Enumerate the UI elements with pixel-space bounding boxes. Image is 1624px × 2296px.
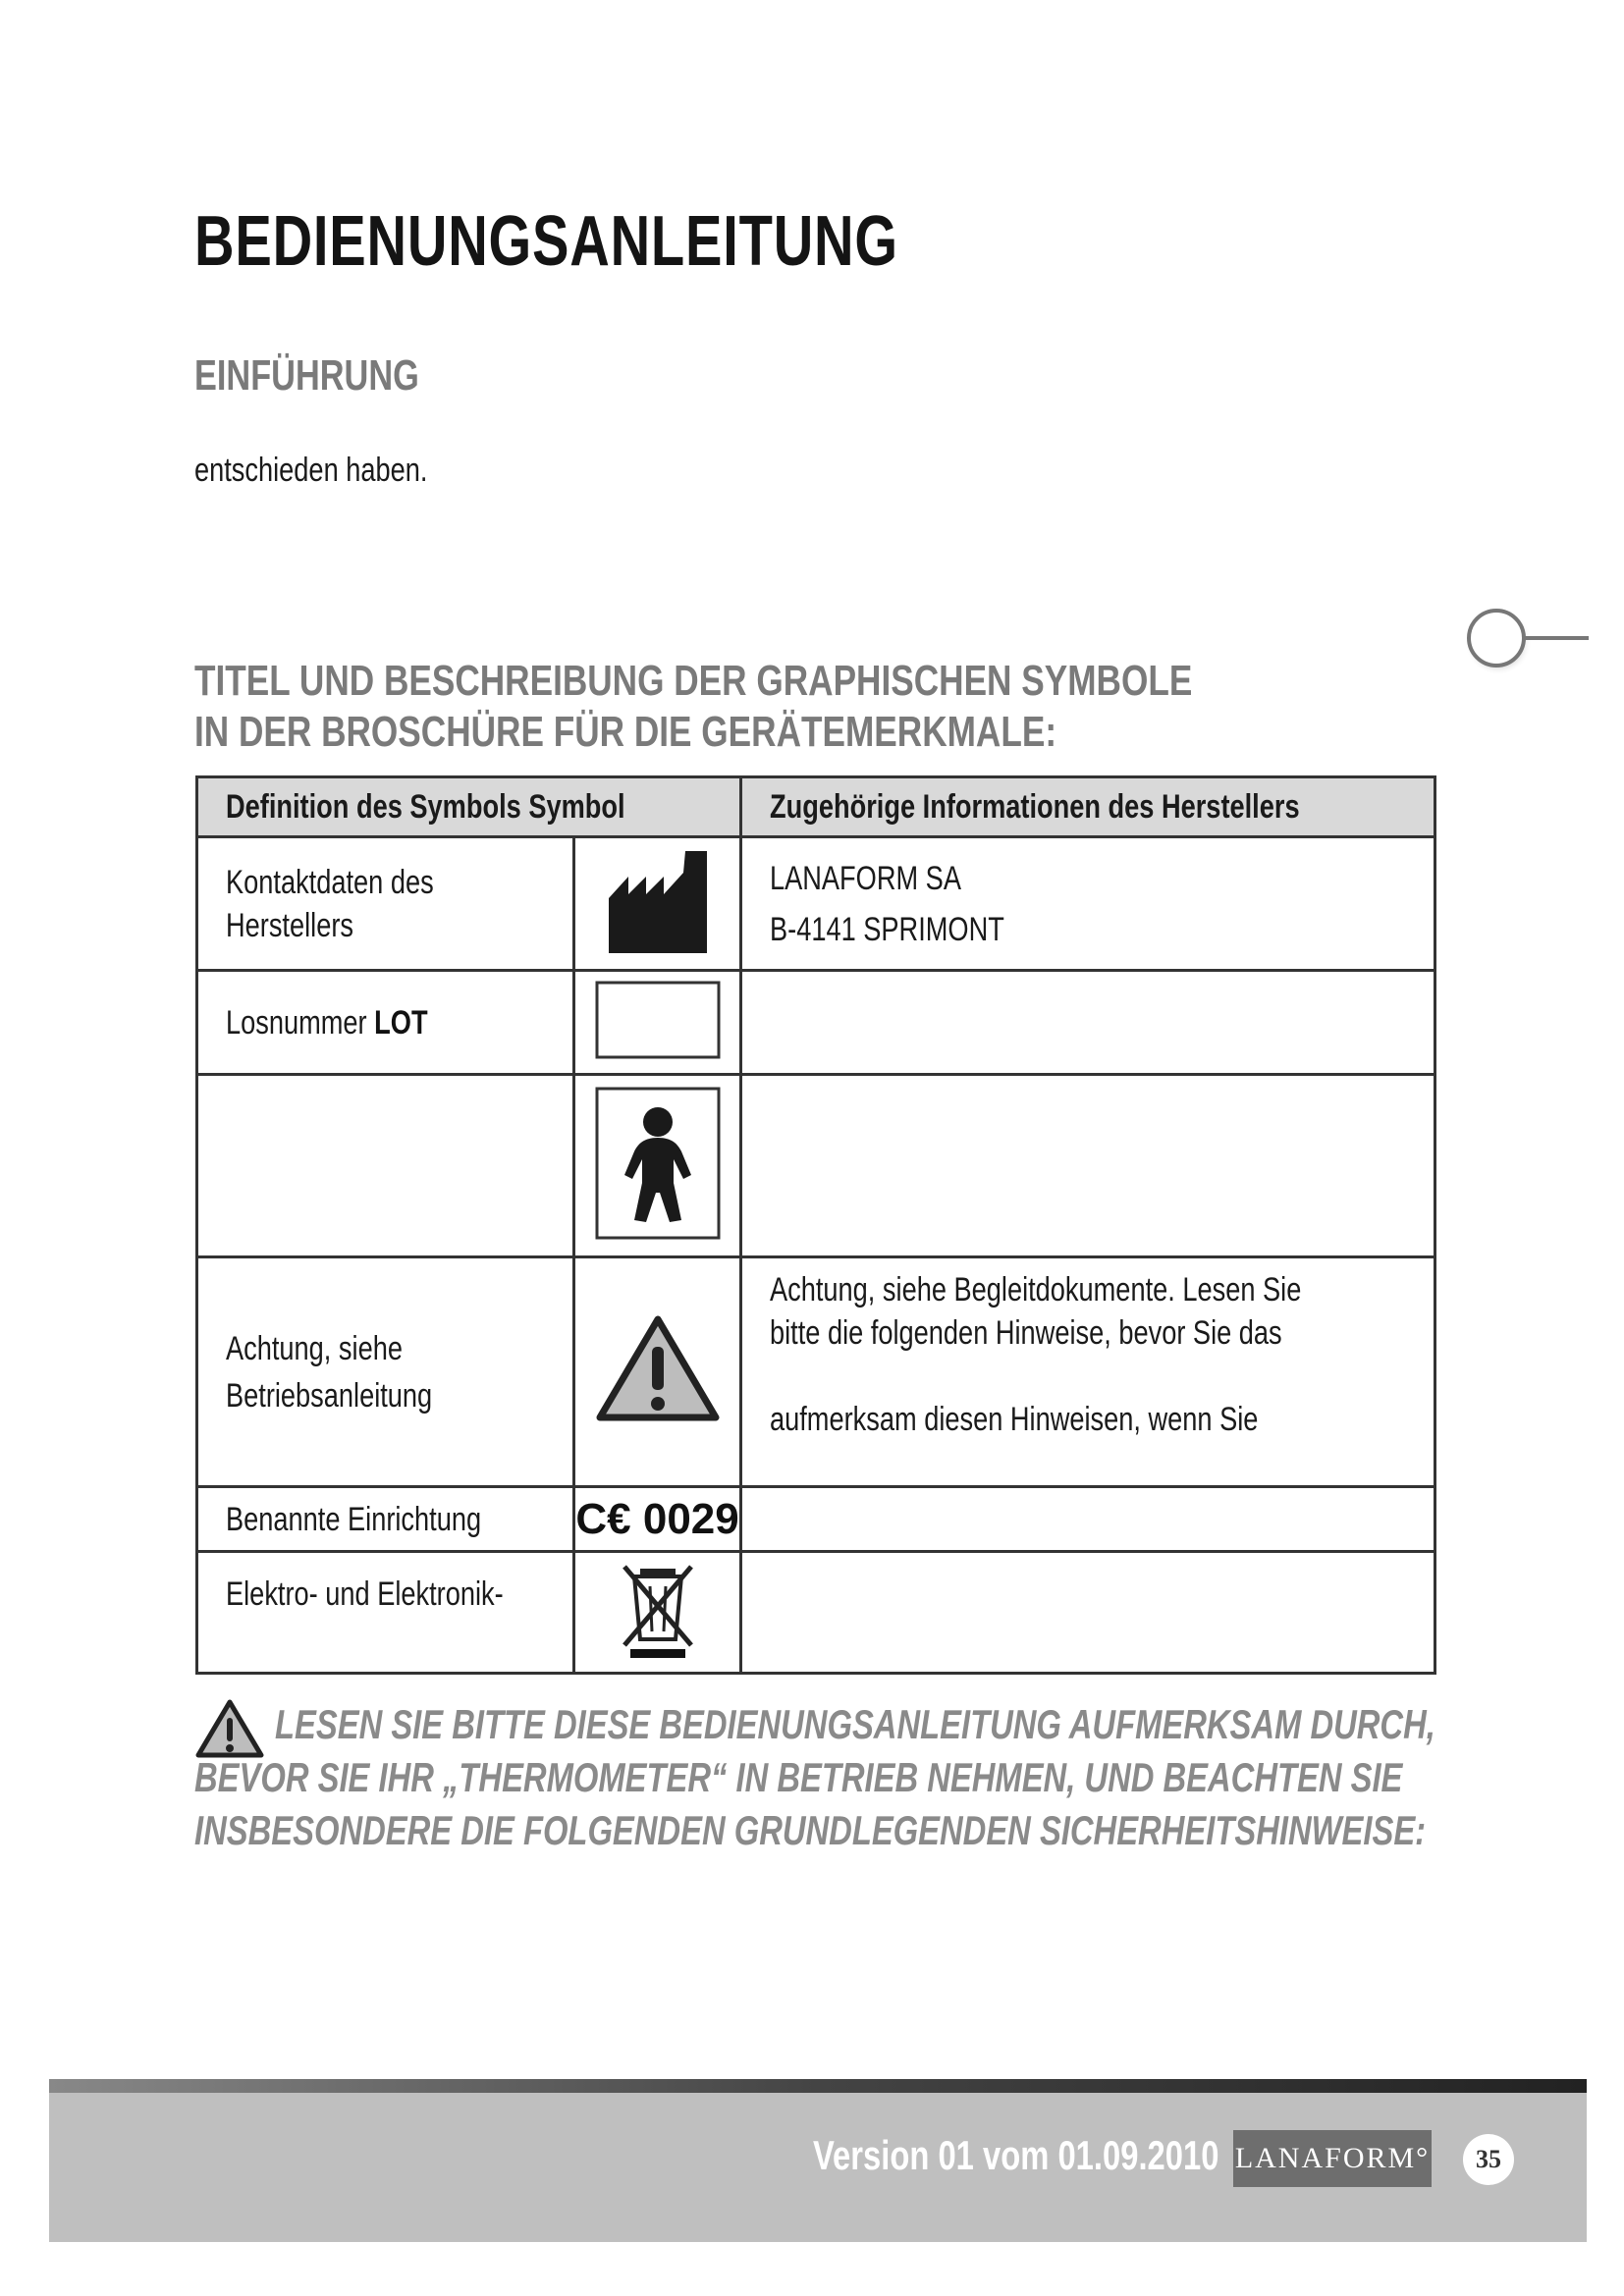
- section-heading-symbols: TITEL UND BESCHREIBUNG DER GRAPHISCHEN SYMBOLE IN DER BROSCHÜRE FÜR DIE GERÄTEMERKMALE:: [194, 657, 1193, 756]
- version-label: Version 01 vom 01.09.2010: [813, 2132, 1219, 2178]
- page-title: BEDIENUNGSANLEITUNG: [194, 202, 898, 281]
- definition-cell: Benannte Einrichtung: [226, 1500, 482, 1538]
- safety-warning: LESEN SIE BITTE DIESE BEDIENUNGSANLEITUNG AUFMERKSAM DURCH, BEVOR SIE IHR „THERMOMETER“ IN BETRIEB NEHMEN, UND BEACHTEN SIE INSBESONDERE DIE FOLGENDEN GRUNDLEGENDEN SICHERHEITSHINWEISE:: [194, 1701, 1435, 1853]
- table-row: [197, 1075, 1435, 1257]
- table-row: [197, 1257, 1435, 1487]
- table-row: [197, 1487, 1435, 1552]
- crossed-bin-icon: [619, 1561, 697, 1659]
- table-row: [197, 837, 1435, 971]
- definition-cell: Achtung, siehe Betriebsanleitung: [226, 1329, 433, 1415]
- definition-cell: Elektro- und Elektronik-: [226, 1575, 504, 1613]
- info-cell: Achtung, siehe Begleitdokumente. Lesen Sie bitte die folgenden Hinweise, bevor Sie das aufmerksam diesen Hinweisen, wenn Sie: [769, 1271, 1302, 1438]
- table-header-row: [197, 777, 1435, 837]
- symbols-table: [195, 775, 1436, 1675]
- circle-tab-icon: [1461, 601, 1589, 679]
- ce-mark: C€ 0029: [575, 1494, 739, 1543]
- table-row: [197, 971, 1435, 1075]
- intro-text: entschieden haben.: [194, 452, 428, 489]
- factory-icon: [607, 847, 709, 955]
- table-row: [197, 1552, 1435, 1674]
- header-info: Zugehörige Informationen des Herstellers: [740, 777, 1435, 837]
- header-definition-symbol: Definition des Symbols Symbol: [197, 777, 741, 837]
- page-number: 35: [1463, 2134, 1514, 2185]
- definition-cell: Losnummer LOT: [226, 1003, 428, 1041]
- info-cell: LANAFORM SA B-4141 SPRIMONT: [769, 859, 1004, 948]
- footer-top-rule: [49, 2079, 1587, 2093]
- definition-cell: Kontaktdaten des Herstellers: [226, 863, 434, 944]
- warning-triangle-icon: [594, 1313, 722, 1425]
- section-heading-intro: EINFÜHRUNG: [194, 351, 419, 400]
- lanaform-logo: LANAFORM°: [1233, 2130, 1432, 2187]
- body-type-b-icon: [595, 1087, 721, 1240]
- empty-box-icon: [595, 981, 721, 1059]
